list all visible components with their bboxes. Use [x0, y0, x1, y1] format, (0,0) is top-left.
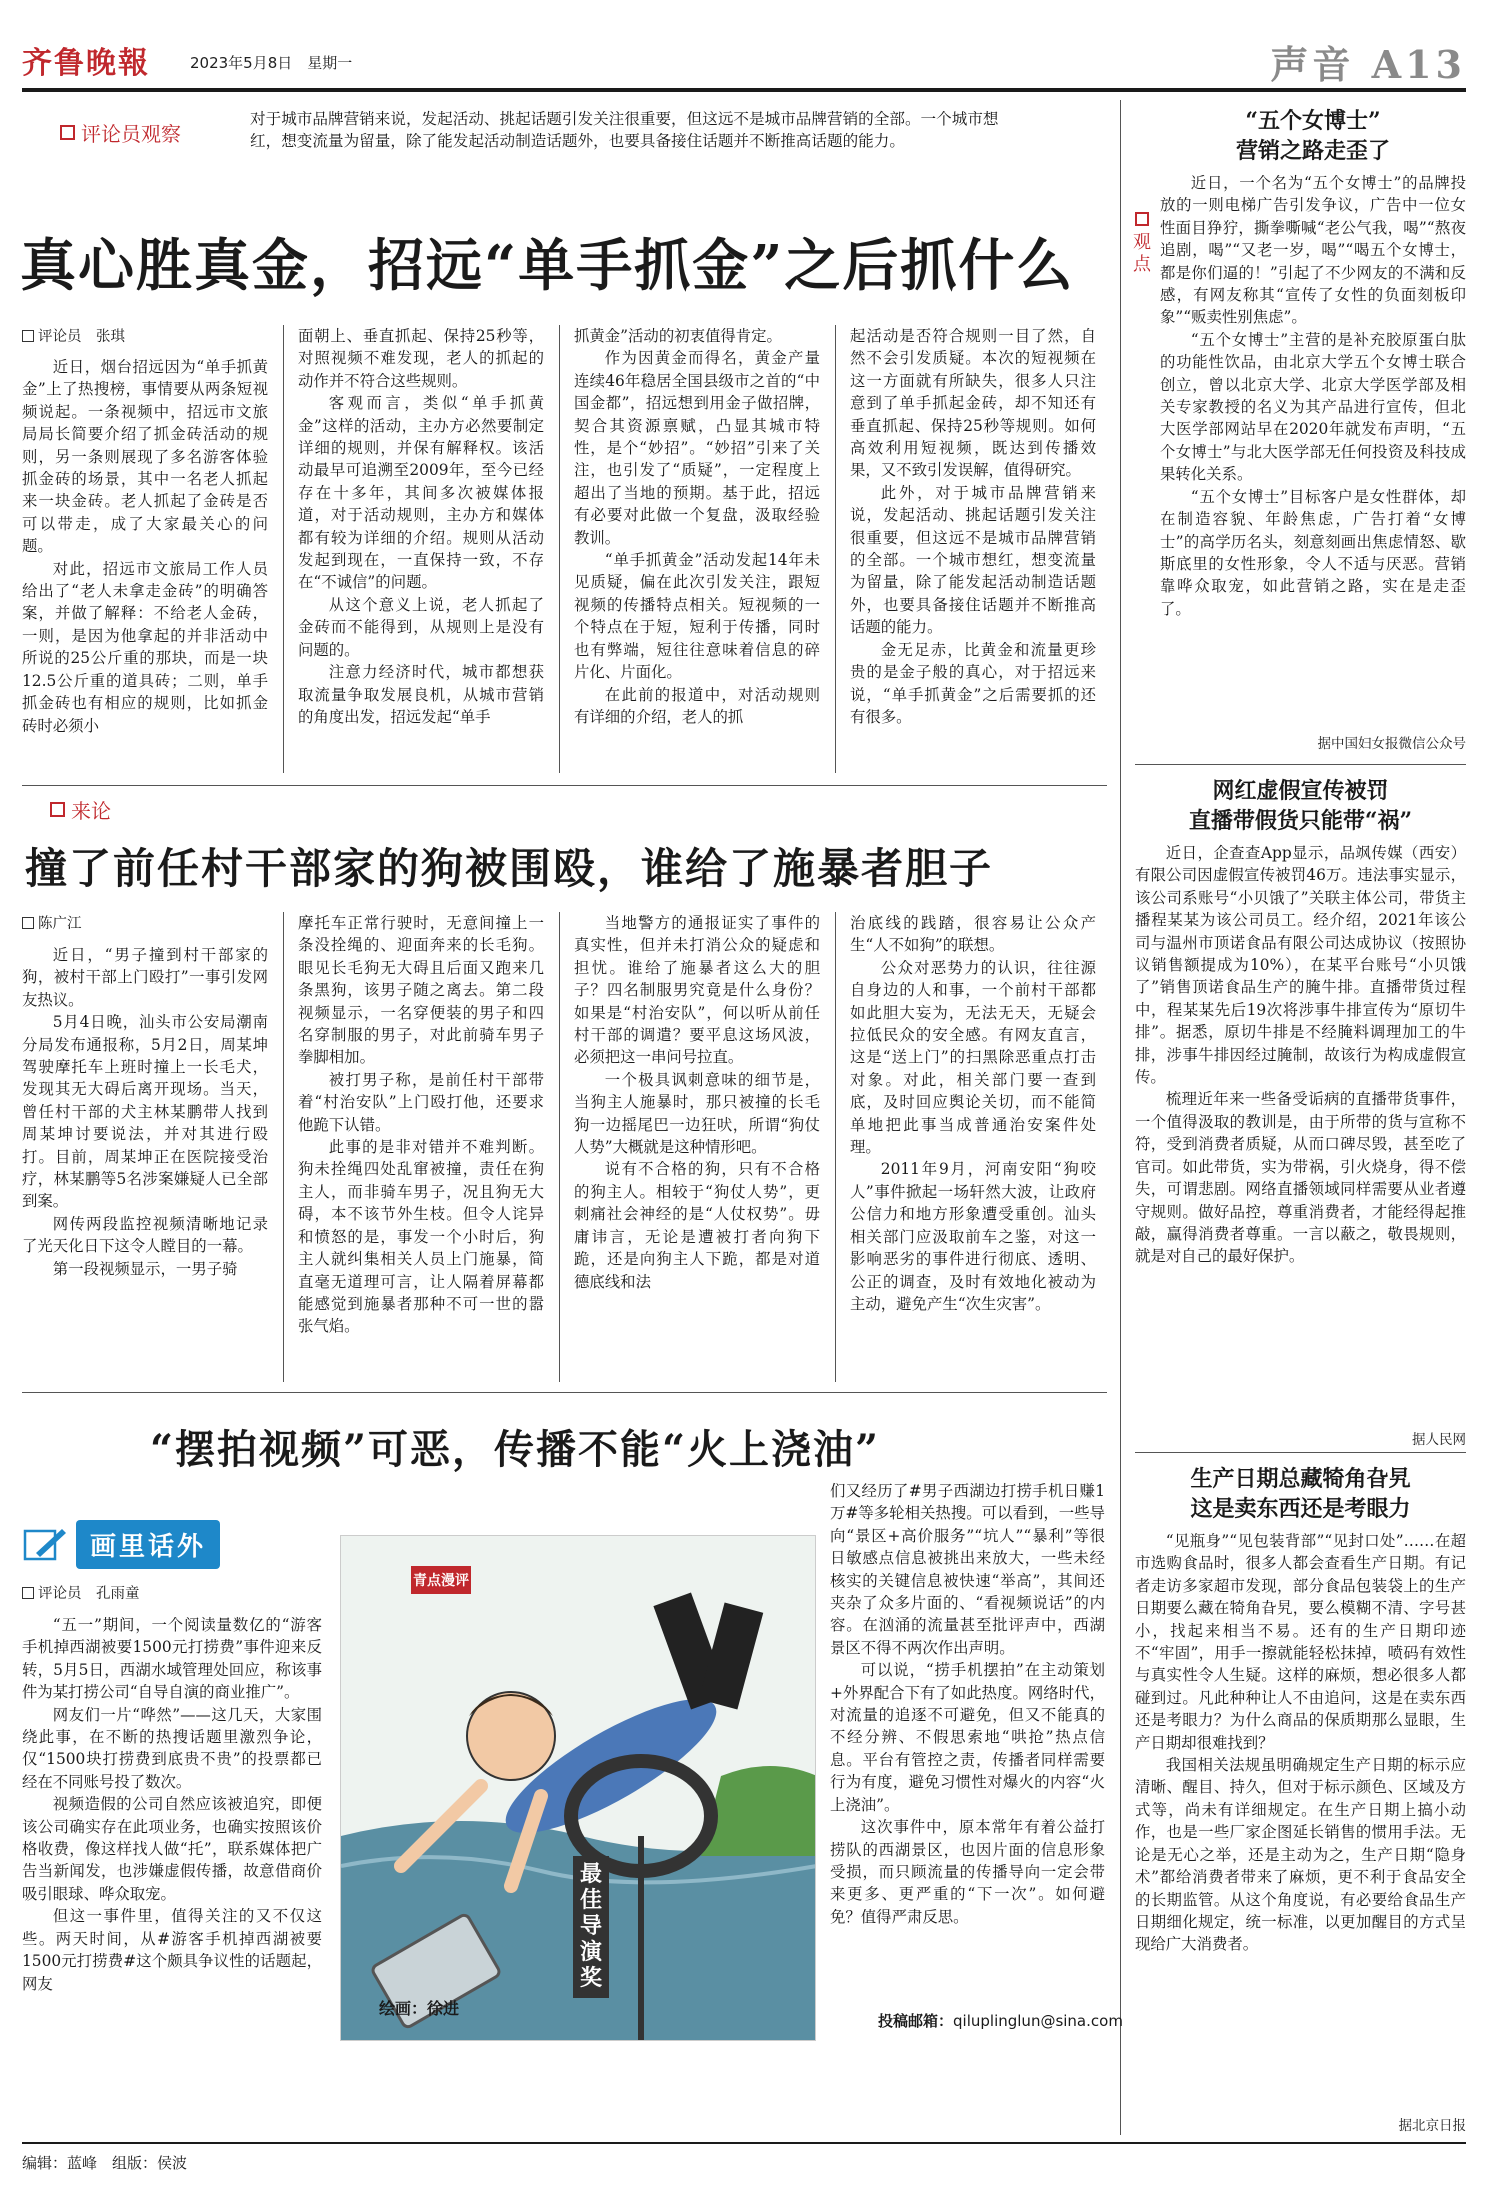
tag-commentator-observation: 评论员观察 [60, 118, 181, 147]
article3-col-1 [22, 1614, 322, 1995]
column-divider [559, 912, 560, 1382]
article2-col-1 [22, 944, 268, 1280]
article2-col-4 [850, 912, 1096, 1315]
side-separator [1135, 764, 1466, 765]
paragraph: 金无足赤，比黄金和流量更珍贵的是金子般的真心，对于招远来说，“单手抓黄金”之后需要抓的还有很多。 [850, 640, 1096, 726]
article3-headline: “摆拍视频”可恶，传播不能“火上浇油” [150, 1426, 881, 1473]
article1-lead: 对于城市品牌营销来说，发起活动、挑起话题引发关注很重要，但这远不是城市品牌营销的全部。一个城市想红，想变流量为留量，除了能发起活动制造话题外，也要具备接住话题并不断推高话题的能力。 [250, 110, 999, 150]
side-article2-source: 据人民网 [1412, 1432, 1466, 1448]
column-divider [835, 912, 836, 1382]
paragraph: 客观而言，类似“单手抓黄金”这样的活动，主办方必然要制定详细的规则，并保有解释权。该活动最早可追溯至2009年，至今已经存在十多年，其间多次被媒体报道，对于活动规则，主办方和媒体都有较为详细的介绍。规则从活动发起到现在，一直保持一致，不存在“不诚信”的问题。 [298, 394, 544, 592]
newspaper-logo: 齐鲁晚報 [22, 46, 150, 81]
submission-email: 投稿邮箱：qiluplinglun@sina.com [878, 2012, 1123, 2030]
paragraph: 们又经历了#男子西湖边打捞手机日赚1万#等多轮相关热搜。可以看到，一些导向“景区+高价服务”“坑人”“暴利”等很日敏感点信息被挑出来放大，一些未经核实的关键信息被快速“举高”，其间还夹杂了众多片面的、“看视频说话”的内容。在汹涌的流量甚至批评声中，西湖景区不得不两次作出声明。 [830, 1482, 1105, 1657]
column-divider [283, 325, 284, 773]
paragraph: 注意力经济时代，城市都想获取流量争取发展良机，从城市营销的角度出发，招远发起“单手 [298, 663, 544, 726]
article-separator [22, 1392, 1107, 1393]
section-badge-huali [22, 1520, 220, 1569]
side-article2-body [1135, 842, 1466, 1268]
paragraph: 在此前的报道中，对活动规则有详细的介绍，老人的抓 [574, 685, 820, 726]
paragraph: 2011年9月，河南安阳“狗咬人”事件掀起一场轩然大波，让政府公信力和地方形象遭受重创。汕头相关部门应汲取前车之鉴，对这一影响恶劣的事件进行彻底、透明、公正的调查，及时有效地化被动为主动，避免产生“次生灾害”。 [850, 1160, 1096, 1313]
tag-box-icon [50, 802, 65, 817]
article3-col-2 [830, 1480, 1105, 1928]
side-tag-viewpoint: 观点 [1130, 210, 1154, 276]
paragraph: 面朝上、垂直抓起、保持25秒等，对照视频不难发现，老人的抓起的动作并不符合这些规则。 [298, 327, 544, 390]
article2-headline: 撞了前任村干部家的狗被围殴，谁给了施暴者胆子 [25, 844, 994, 893]
editor-credit: 编辑：蓝峰 组版：侯波 [22, 2154, 188, 2172]
page-footer [22, 2142, 1466, 2173]
article1-col-2 [298, 325, 544, 728]
column-divider [835, 325, 836, 773]
article1-headline: 真心胜真金，招远“单手抓金”之后抓什么 [20, 233, 1075, 299]
paragraph: 梳理近年来一些备受诟病的直播带货事件，一个值得汲取的教训是，由于所带的货与宣称不符，受到消费者质疑，从而口碑尽毁，甚至吃了官司。如此带货，实为带祸，引火烧身，得不偿失，可谓悲剧。网络直播领域同样需要从业者遵守规则。做好品控，尊重消费者，才能经得起推敲，赢得消费者尊重。一言以蔽之，敬畏规则，就是对自己的最好保护。 [1135, 1090, 1466, 1266]
article1-byline: 评论员 张琪 [22, 325, 125, 346]
paragraph: 近日，烟台招远因为“单手抓黄金”上了热搜榜，事情要从两条短视频说起。一条视频中，招远市文旅局局长简要介绍了抓金砖活动的规则，另一条则展现了多名游客体验抓金砖的场景，其中一名老人抓起来一块金砖。老人抓起了金砖是否可以带走，成了大家最关心的问题。 [22, 358, 268, 556]
pen-icon [22, 1525, 68, 1565]
paragraph: 5月4日晚，汕头市公安局潮南分局发布通报称，5月2日，周某坤驾驶摩托车上班时撞上一长毛犬，发现其无大碍后离开现场。当天，曾任村干部的犬主林某鹏带人找到周某坤讨要说法，并对其进行殴打。目前，周某坤正在医院接受治疗，林某鹏等5名涉案嫌疑人已全部到案。 [22, 1013, 268, 1211]
paragraph: “单手抓黄金”活动发起14年未见质疑，偏在此次引发关注，跟短视频的传播特点相关。短视频的一个特点在于短，短利于传播，同时也有弊端，短往往意味着信息的碎片化、片面化。 [574, 551, 820, 682]
tag-box-icon [1135, 212, 1149, 226]
paragraph: 此事的是非对错并不难判断。狗未拴绳四处乱窜被撞，责任在狗主人，而非骑车男子，况且狗无大碍，本不该节外生枝。但令人诧异和愤怒的是，事发一个小时后，狗主人就纠集相关人员上门施暴，简直毫无道理可言，让人隔着屏幕都能感觉到施暴者那种不可一世的嚣张气焰。 [298, 1138, 544, 1336]
paragraph: 一个极具讽刺意味的细节是，当狗主人施暴时，那只被撞的长毛狗一边摇尾巴一边狂吠，所谓“狗仗人势”大概就是这种情形吧。 [574, 1070, 820, 1157]
side-separator [1135, 1452, 1466, 1453]
cartoon-sash: 最佳导演奖 [573, 1856, 609, 1998]
paragraph: 当地警方的通报证实了事件的真实性，但并未打消公众的疑虑和担忧。谁给了施暴者这么大的胆子？四名制服男究竟是什么身份？如果是“村治安队”，何以听从前任村干部的调遣？要平息这场风波，必须把这一串问号拉直。 [574, 914, 820, 1067]
cartoon-credit: 绘画：徐进 [379, 1999, 460, 2018]
side-article1-source: 据中国妇女报微信公众号 [1317, 736, 1466, 752]
paragraph: 我国相关法规虽明确规定生产日期的标示应清晰、醒目、持久，但对于标示颜色、区域及方式等，尚未有详细规定。在生产日期上搞小动作，也是一些厂家企图延长销售的惯用手法。无论是无心之举，还是主动为之，生产日期“隐身术”都给消费者带来了麻烦，更不利于食品安全的长期监管。从这个角度说，有必要给食品生产日期细化规定，统一标准，以更加醒目的方式呈现给广大消费者。 [1135, 1756, 1466, 1954]
paragraph: 被打男子称，是前任村干部带着“村治安队”上门殴打他，还要求他跪下认错。 [298, 1070, 544, 1134]
masthead [22, 38, 1466, 92]
paragraph: 第一段视频显示，一男子骑 [52, 1259, 238, 1278]
paragraph: 对此，招远市文旅局工作人员给出了“老人未拿走金砖”的明确答案，并做了解释：不给老人金砖，一则，是因为他拿起的并非活动中所说的25公斤重的那块，而是一块12.5公斤重的道具砖；二则，单手抓金砖也有相应的规则，比如抓金砖时必须小 [22, 559, 268, 735]
paragraph: “见瓶身”“见包装背部”“见封口处”……在超市选购食品时，很多人都会查看生产日期。有记者走访多家超市发现，部分食品包装袋上的生产日期要么藏在犄角旮旯，要么模糊不清、字号甚小，找起来相当不易。还有的生产日期印迹不“牢固”，用手一擦就能轻松抹掉，喷码有效性与真实性令人生疑。这样的麻烦，想必很多人都碰到过。凡此种种让人不由追问，这是在卖东西还是考眼力？为什么商品的保质期那么显眼，生产日期却很难找到？ [1135, 1532, 1466, 1752]
paragraph: 近日，一个名为“五个女博士”的品牌投放的一则电梯广告引发争议，广告中一位女性面目狰狞，撕拳嘶喊“老公气我，喝”“熬夜追剧，喝”“又老一岁，喝”“喝五个女博士，都是你们逼的！”引起了不少网友的不满和反感，有网友称其“宣传了女性的负面刻板印象”“贩卖性别焦虑”。 [1160, 174, 1466, 327]
article1-col-4 [850, 325, 1096, 728]
paragraph: 摩托车正常行驶时，无意间撞上一条没拴绳的、迎面奔来的长毛狗。眼见长毛狗无大碍且后面又跑来几条黑狗，该男子随之离去。第二段视频显示，一名穿便装的男子和四名穿制服的男子，对此前骑车男子拳脚相加。 [298, 914, 544, 1067]
tag-contribution: 来论 [50, 795, 111, 824]
paragraph: 抓黄金”活动的初衷值得肯定。 [574, 327, 782, 345]
paragraph: 作为因黄金而得名，黄金产量连续46年稳居全国县级市之首的“中国金都”，招远想到用金子做招牌，契合其资源禀赋，凸显其城市特性，是个“妙招”。“妙招”引来了关注，也引发了“质疑”，一定程度上超出了当地的预期。基于此，招远有必要对此做一个复盘，汲取经验教训。 [574, 349, 820, 547]
column-divider [283, 912, 284, 1382]
section-name: 声音 [1270, 42, 1355, 87]
paragraph: 这次事件中，原本常年有着公益打捞队的西湖景区，也因片面的信息形象受损，而只顾流量的传播导向一定会带来更多、更严重的“下一次”。如何避免？值得严肃反思。 [830, 1818, 1105, 1926]
side-article1-body [1160, 172, 1466, 620]
paragraph: 网传两段监控视频清晰地记录了光天化日下这令人瞠目的一幕。 [22, 1214, 268, 1256]
paragraph: 治底线的践踏，很容易让公众产生“人不如狗”的联想。 [850, 914, 1096, 955]
huali-label: 画里话外 [76, 1520, 220, 1569]
paragraph: “五个女博士”目标客户是女性群体，却在制造容貌、年龄焦虑，广告打着“女博士”的高学历名头，刻意刻画出焦虑情怒、歇斯底里的女性形象，令人不适与厌恶。营销靠哗众取宠，如此营销之路，实在是走歪了。 [1160, 487, 1466, 618]
article1-col-1 [22, 356, 268, 737]
paragraph: 公众对恶势力的认识，往往源自身边的人和事，一个前村干部都如此胆大妄为，无法无天，无疑会拉低民众的安全感。有网友直言，这是“送上门”的扫黑除恶重点打击对象。对此，相关部门要一查到底，及时回应舆论关切，而不能简单地把此事当成普通治安案件处理。 [850, 958, 1096, 1157]
paragraph: 起活动是否符合规则一目了然，自然不会引发质疑。本次的短视频在这一方面就有所缺失，很多人只注意到了单手抓起金砖，却不知还有垂直抓起、保持25秒等规则。如何高效利用短视频，既达到传播效果，又不致引发误解，值得研究。 [850, 327, 1096, 480]
article2-col-3 [574, 912, 820, 1293]
side-article3-source: 据北京日报 [1398, 2118, 1466, 2134]
side-article3-body [1135, 1530, 1466, 1956]
editorial-cartoon [340, 1535, 816, 2041]
byline-box-icon [22, 1587, 34, 1599]
tag-box-icon [60, 125, 75, 140]
article3-byline: 评论员 孔雨童 [22, 1582, 140, 1603]
paragraph: 网友们一片“哗然”——这几天，大家围绕此事，在不断的热搜话题里激烈争论，仅“1500块打捞费到底贵不贵”的投票都已经在不同账号投了数次。 [22, 1705, 322, 1791]
byline-box-icon [22, 330, 34, 342]
paragraph: 近日，“男子撞到村干部家的狗，被村干部上门殴打”一事引发网友热议。 [22, 946, 268, 1009]
paragraph: 说有不合格的狗，只有不合格的狗主人。相较于“狗仗人势”，更刺痛社会神经的是“人仗权势”。毋庸讳言，无论是遭被打者向狗下跪，还是向狗主人下跪，都是对道德底线和法 [574, 1160, 820, 1291]
cartoon-badge: 青点漫评 [411, 1566, 471, 1594]
section-page [1270, 34, 1466, 89]
paragraph: “五一”期间，一个阅读量数亿的“游客手机掉西湖被要1500元打捞费”事件迎来反转，5月5日，西湖水域管理处回应，称该事件为某打捞公司“自导自演的商业推广”。 [22, 1616, 322, 1702]
paragraph: 可以说，“捞手机摆拍”在主动策划+外界配合下有了如此热度。网络时代，对流量的追逐不可避免，但又不能真的不经分辨、不假思索地“哄抢”热点信息。平台有管控之责，传播者同样需要行为有度，避免习惯性对爆火的内容“火上浇油”。 [830, 1661, 1105, 1814]
paragraph: 视频造假的公司自然应该被追究，即便该公司确实存在此项业务，也确实按照该价格收费，像这样找人做“托”，联系媒体把广告当新闻发，也涉嫌虚假传播，故意借商价吸引眼球、哗众取宠。 [22, 1795, 322, 1903]
page-number: A13 [1371, 42, 1466, 87]
main-side-divider [1120, 100, 1121, 2135]
paragraph: 此外，对于城市品牌营销来说，发起活动、挑起话题引发关注很重要，但这远不是城市品牌营销的全部。一个城市想红，想变流量为留量，除了能发起活动制造话题外，也要具备接住话题并不断推高话题的能力。 [850, 483, 1096, 637]
article-separator [22, 785, 1107, 786]
article1-col-3 [574, 325, 820, 728]
paragraph: 但这一事件里，值得关注的又不仅这些。两天时间，从#游客手机掉西湖被要1500元打捞费#这个颇具争议性的话题起，网友 [22, 1907, 322, 1993]
byline-box-icon [22, 917, 34, 929]
paragraph: 从这个意义上说，老人抓起了金砖而不能得到，从规则上是没有问题的。 [298, 595, 544, 659]
issue-date: 2023年5月8日 星期一 [190, 54, 353, 72]
side-article2-title: 网红虚假宣传被罚 直播带假货只能带“祸” [1188, 778, 1413, 834]
side-article3-title: 生产日期总藏犄角旮旯 这是卖东西还是考眼力 [1190, 1466, 1411, 1522]
paragraph: 近日，企查查App显示，品飒传媒（西安）有限公司因虚假宣传被罚46万。违法事实显示，该公司系账号“小贝饿了”关联主体公司，带货主播程某某为该公司员工。经介绍，2021年该公司与温州市顶诺食品有限公司达成协议（按照协议销售额提成为10%），在某平台账号“小贝饿了”销售顶诺食品生产的腌牛排。直播带货过程中，程某某先后19次将涉事牛排宣传为“原切牛排”。据悉，原切牛排是不经腌料调理加工的牛排，涉事牛排因经过腌制，故该行为构成虚假宣传。 [1135, 844, 1466, 1087]
article2-byline: 陈广江 [22, 912, 82, 933]
email-address: qiluplinglun@sina.com [953, 2012, 1123, 2030]
article2-col-2 [298, 912, 544, 1338]
side-article1-title: “五个女博士” 营销之路走歪了 [1235, 108, 1390, 164]
column-divider [559, 325, 560, 773]
paragraph: “五个女博士”主营的是补充胶原蛋白肽的功能性饮品，由北京大学五个女博士联合创立，曾以北京大学、北京大学医学部及相关专家教授的名义为其产品进行宣传，但北大医学部网站早在2020年就发布声明，“五个女博士”与北大医学部无任何投资及科技成果转化关系。 [1160, 330, 1466, 484]
